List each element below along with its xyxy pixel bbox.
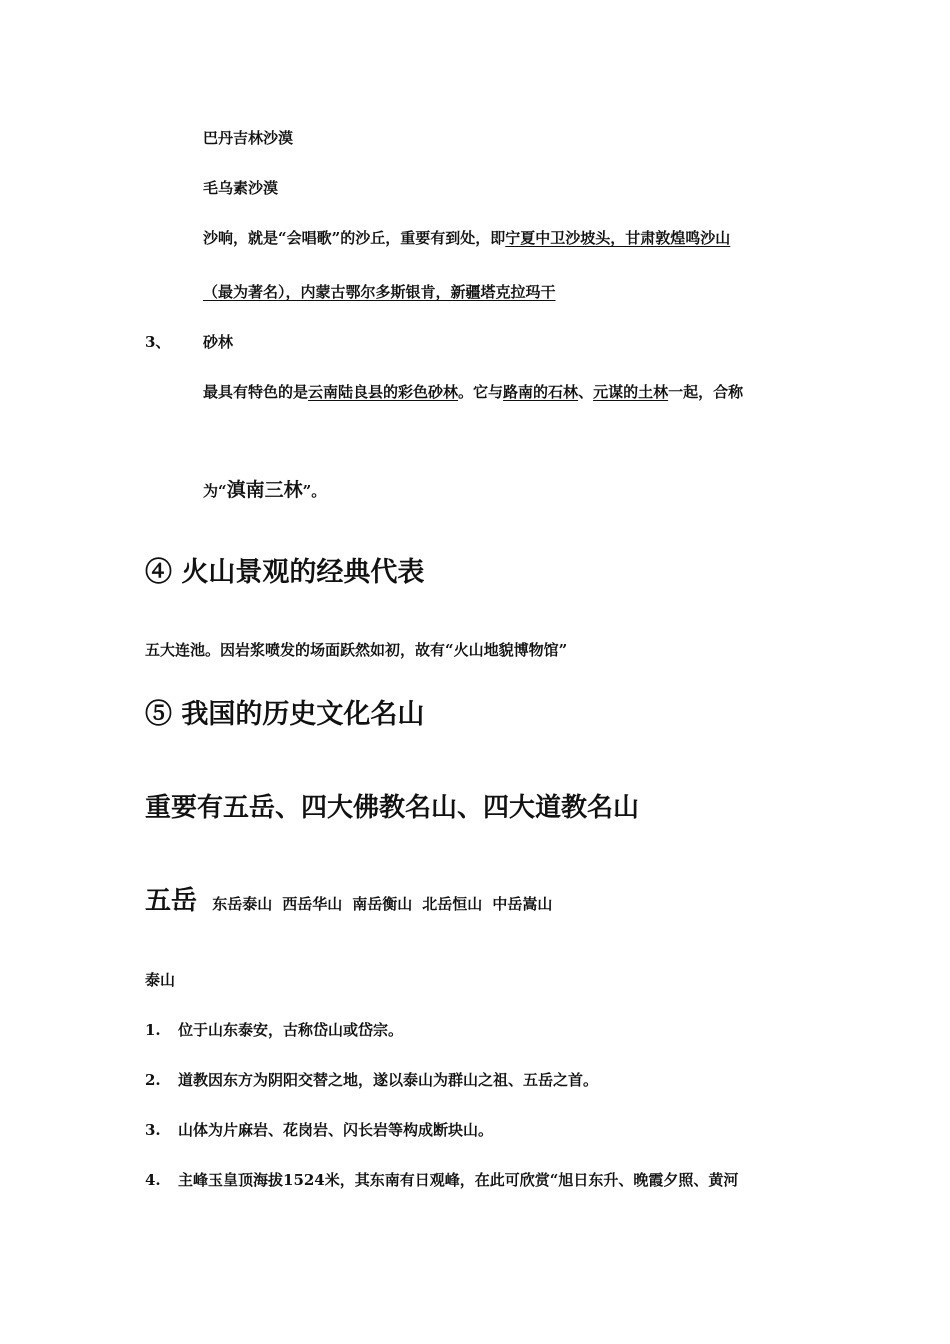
sandforest-text-6: ”。: [302, 482, 327, 500]
list-item: [145, 1120, 493, 1140]
sandforest-text-4: 一起，合称: [668, 383, 744, 401]
wuyue-item: 南岳衡山: [352, 895, 413, 913]
sandforest-number: 3、: [145, 333, 171, 351]
list-item-number: 1.: [145, 1021, 161, 1039]
list-item: [145, 1020, 403, 1040]
volcano-text: 五大连池。因岩浆喷发的场面跃然如初，故有“火山地貌博物馆”: [145, 641, 568, 659]
dian-nan-san-lin: 滇南三林: [226, 479, 303, 501]
wuyue-title: 五岳: [145, 886, 198, 916]
sandforest-title: 砂林: [203, 333, 234, 351]
sand-intro-line: [203, 228, 730, 248]
sand-location-2: （最为著名），内蒙古鄂尔多斯银肯，新疆塔克拉玛干: [203, 283, 556, 301]
sandforest-text-2: 。它与: [458, 383, 504, 401]
list-item-text: 道教因东方为阴阳交替之地，遂以泰山为群山之祖、五岳之首。: [178, 1071, 599, 1089]
sandforest-conclusion: [203, 477, 326, 504]
sand-intro-text: 沙响，就是“会唱歌”的沙丘，重要有到处，即: [203, 229, 506, 247]
list-item-number: 2.: [145, 1071, 161, 1089]
list-item: [145, 1170, 738, 1190]
wuyue-item: 中岳嵩山: [492, 895, 553, 913]
sandforest-text-3: 、: [578, 383, 594, 401]
sandforest-text-5: 为“: [203, 482, 227, 500]
sand-location-1: 宁夏中卫沙坡头，甘肃敦煌鸣沙山: [505, 229, 731, 247]
list-item: [145, 1070, 598, 1090]
wuyue-list: [212, 895, 562, 913]
desert-badain: 巴丹吉林沙漠: [203, 129, 294, 147]
wuyue-item: 东岳泰山: [212, 895, 273, 913]
list-item-text: 位于山东泰安，古称岱山或岱宗。: [178, 1021, 404, 1039]
mountains-main: 重要有五岳、四大佛教名山、四大道教名山: [145, 793, 640, 823]
list-item-text: 山体为片麻岩、花岗岩、闪长岩等构成断块山。: [178, 1121, 494, 1139]
sandforest-underline-2: 路南的石林: [503, 383, 579, 401]
volcano-heading: ④ 火山景观的经典代表: [145, 557, 425, 588]
list-item-number: 3.: [145, 1121, 161, 1139]
list-item-number: 4.: [145, 1171, 161, 1189]
sandforest-underline-1: 云南陆良县的彩色砂林: [308, 383, 459, 401]
desert-mu-us: 毛乌素沙漠: [203, 179, 279, 197]
wuyue-line: [145, 884, 562, 921]
mountains-heading: ⑤ 我国的历史文化名山: [145, 699, 425, 730]
list-item-text: 主峰玉皇顶海拔1524米，其东南有日观峰，在此可欣赏“旭日东升、晚霞夕照、黄河: [178, 1171, 739, 1189]
sandforest-description: [203, 382, 743, 402]
sandforest-underline-3: 元谋的土林: [593, 383, 669, 401]
sandforest-text-1: 最具有特色的是: [203, 383, 309, 401]
wuyue-item: 北岳恒山: [422, 895, 483, 913]
taishan-title: 泰山: [145, 971, 176, 989]
wuyue-item: 西岳华山: [282, 895, 343, 913]
